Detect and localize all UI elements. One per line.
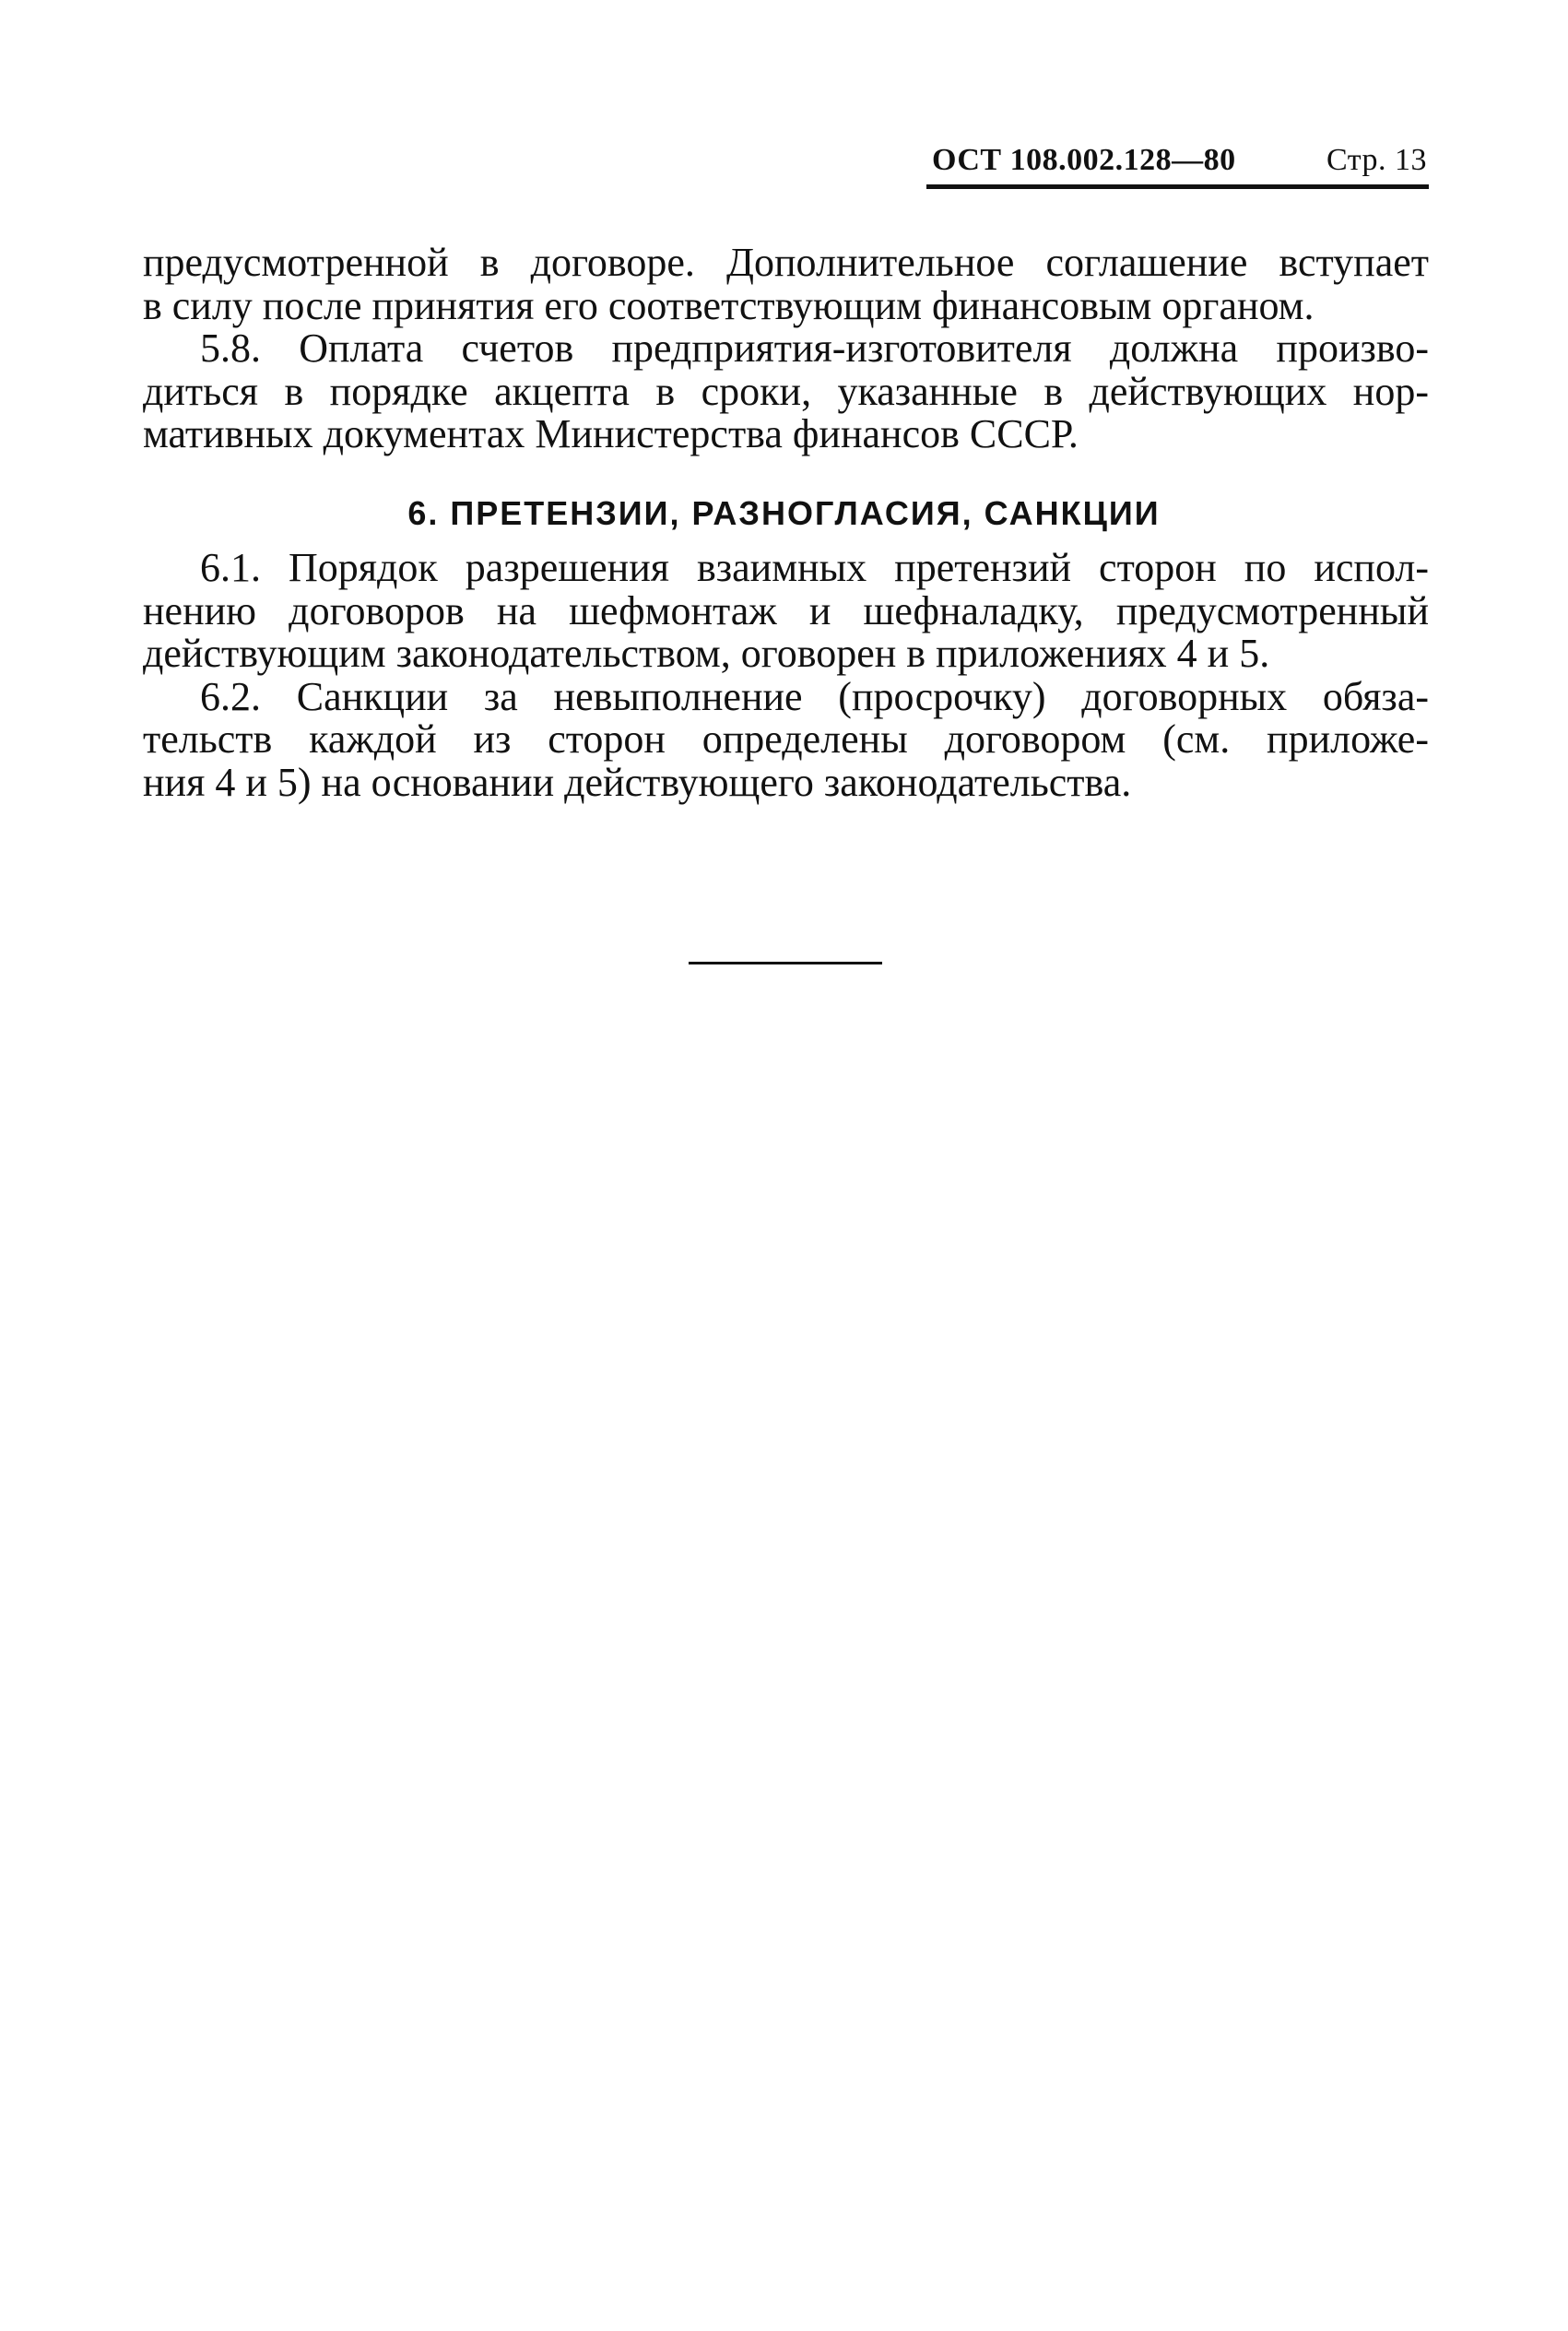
clause-5-8-line: 5.8. Оплата счетов предприятия-изготовителя должна произво- [200, 325, 1429, 371]
text-line: диться в порядке акцепта в сроки, указанные в действующих нор- [143, 368, 1429, 414]
paragraph-block-section-6 [143, 547, 1429, 804]
clause-6-2-line: 6.2. Санкции за невыполнение (просрочку) договорных обяза- [200, 673, 1429, 719]
end-of-text-rule [689, 962, 882, 964]
paragraph-block-section-5 [143, 242, 1429, 456]
running-header [926, 136, 1429, 189]
text-line: ния 4 и 5) на основании действующего законодательства. [143, 759, 1132, 805]
text-line: мативных документах Министерства финансов СССР. [143, 411, 1079, 456]
text-line: в силу после принятия его соответствующим финансовым органом. [143, 282, 1315, 328]
text-line: тельств каждой из сторон определены договором (см. приложе- [143, 716, 1429, 762]
clause-6-1-line: 6.1. Порядок разрешения взаимных претензий сторон по испол- [200, 545, 1429, 590]
text-line: предусмотренной в договоре. Дополнительное соглашение вступает [143, 240, 1429, 285]
text-line: нению договоров на шефмонтаж и шефналадку, предусмотренный [143, 587, 1429, 633]
page-number: Стр. 13 [1326, 143, 1427, 177]
section-heading: 6. ПРЕТЕНЗИИ, РАЗНОГЛАСИЯ, САНКЦИИ [407, 494, 1161, 532]
text-line: действующим законодательством, оговорен в приложениях 4 и 5. [143, 631, 1270, 676]
document-code: ОСТ 108.002.128—80 [932, 143, 1236, 177]
